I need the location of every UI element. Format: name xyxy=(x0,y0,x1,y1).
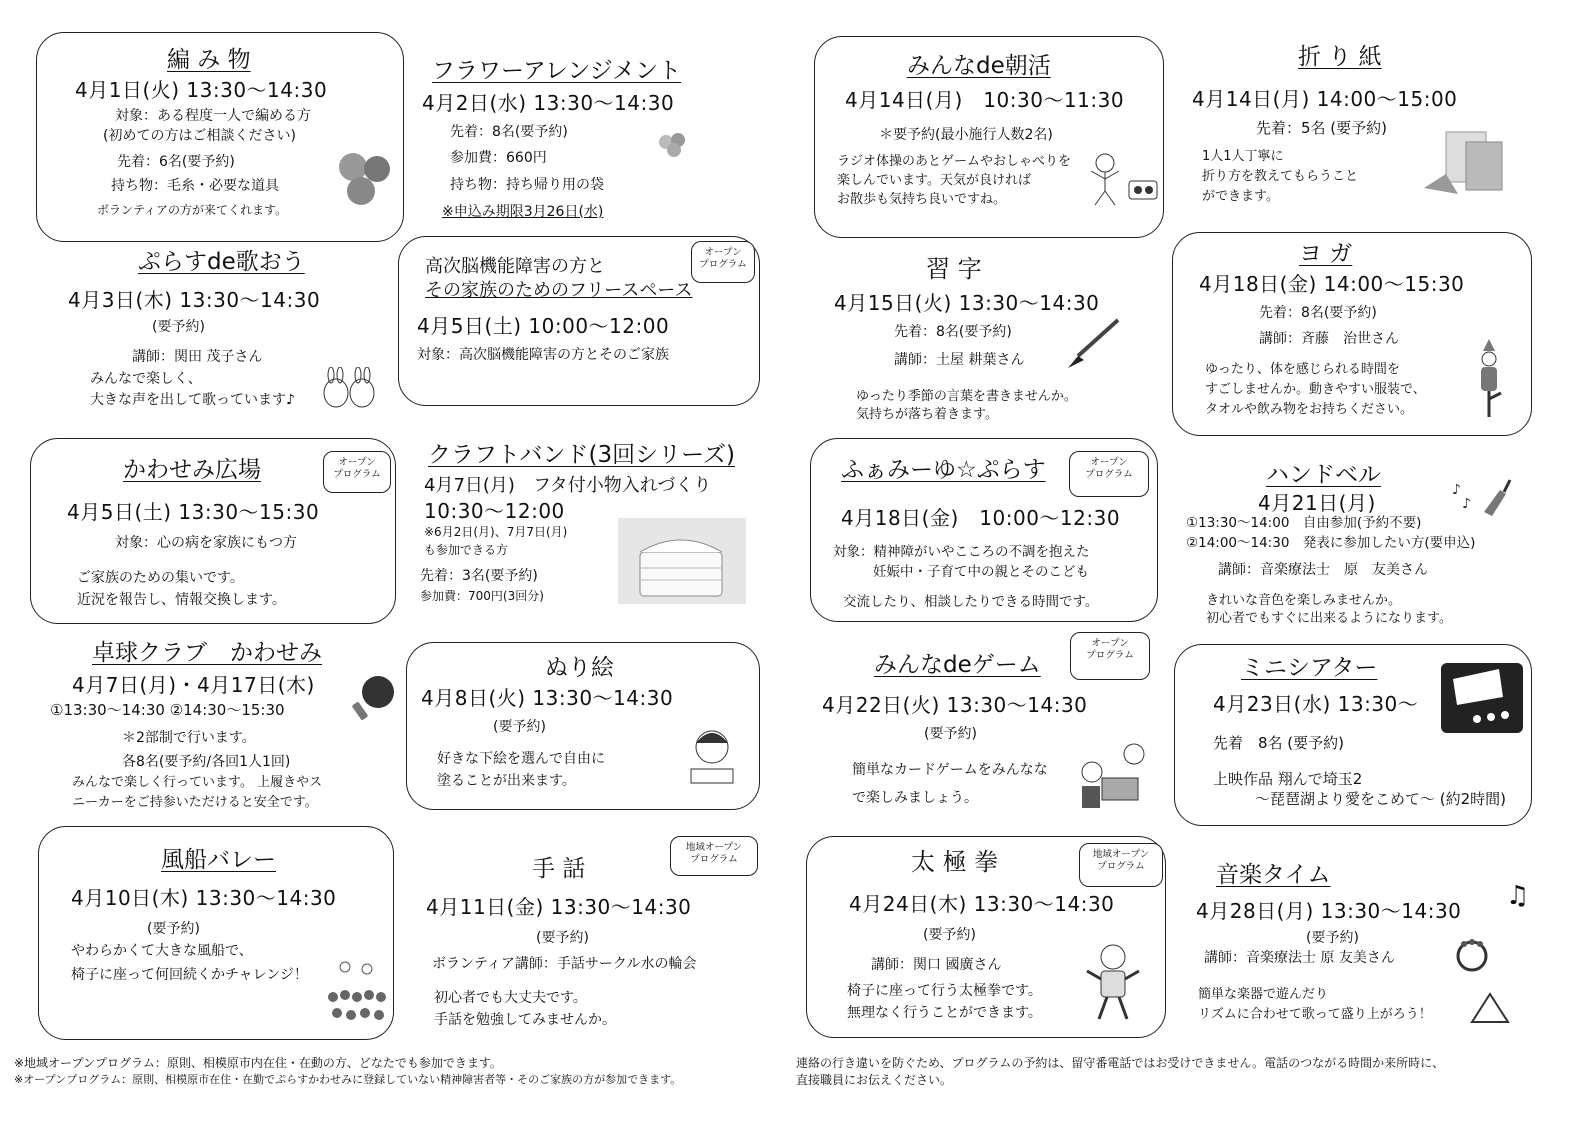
music-teacher: 講師：音楽療法士 原 友美さん xyxy=(1204,950,1395,966)
balloon-date: 4月10日(木) 13:30〜14:30 xyxy=(71,886,337,910)
taichi-figure-icon xyxy=(1085,941,1141,1021)
coloring-desc-1: 好きな下絵を選んで自由に xyxy=(437,751,605,767)
yoga-desc-1: ゆったり、体を感じられる時間を xyxy=(1205,362,1400,377)
knitting-target-note: (初めての方はご相談ください) xyxy=(103,128,296,144)
brush-icon xyxy=(1064,316,1124,370)
brain-title-1: 高次脳機能障害の方と xyxy=(425,256,605,277)
theater-card xyxy=(1174,644,1532,826)
yoga-date: 4月18日(金) 14:00〜15:30 xyxy=(1199,272,1465,296)
origami-title: 折 り 紙 xyxy=(1298,44,1382,70)
yarn-ball-icon xyxy=(333,147,395,209)
morning-title: みんなde朝活 xyxy=(907,53,1051,79)
taichi-desc-1: 椅子に座って行う太極拳です。 xyxy=(847,983,1042,999)
child-drawing-icon xyxy=(679,723,745,793)
sing-desc-2: 大きな声を出して歌っています♪ xyxy=(90,392,295,408)
fami-target-2: 妊娠中・子育て中の親とそのこども xyxy=(873,564,1089,580)
kawasemi-open-badge: オープン プログラム xyxy=(323,451,391,493)
balloon-reserve: (要予約) xyxy=(147,921,200,937)
coloring-title: ぬり絵 xyxy=(545,655,614,681)
knitting-card xyxy=(36,32,404,242)
fami-card xyxy=(810,438,1158,622)
pingpong-capacity: 各8名(要予約/各回1人1回) xyxy=(122,754,291,770)
knitting-title: 編 み 物 xyxy=(167,47,251,73)
flower-icon xyxy=(654,128,694,164)
fami-open-badge: オープン プログラム xyxy=(1069,451,1149,497)
calligraphy-desc-1: ゆったり季節の言葉を書きませんか。 xyxy=(856,389,1077,404)
coloring-date: 4月8日(火) 13:30〜14:30 xyxy=(421,686,674,710)
flower-fee: 参加費：660円 xyxy=(450,150,547,166)
svg-text:♪: ♪ xyxy=(1452,482,1461,498)
kawasemi-card xyxy=(30,438,396,624)
singing-rabbits-icon xyxy=(318,367,380,411)
brain-date: 4月5日(土) 10:00〜12:00 xyxy=(417,314,670,338)
craft-note-2: も参加できる方 xyxy=(424,543,509,557)
calligraphy-teacher: 講師：土屋 耕葉さん xyxy=(894,352,1025,368)
craft-basket-photo xyxy=(618,518,746,604)
theater-work-2: 〜琵琶湖より愛をこめて〜 (約2時間) xyxy=(1255,790,1507,808)
taichi-date: 4月24日(木) 13:30〜14:30 xyxy=(849,892,1115,916)
knitting-capacity: 先着：6名(要予約) xyxy=(117,154,235,170)
handbell-desc-2: 初心者でもすぐに出来るようになります。 xyxy=(1206,611,1452,626)
kawasemi-desc-2: 近況を報告し、情報交換します。 xyxy=(77,592,286,608)
balloon-desc-1: やわらかくて大きな風船で、 xyxy=(71,943,253,959)
game-card xyxy=(814,630,1158,820)
game-title: みんなdeゲーム xyxy=(874,652,1041,678)
coloring-card xyxy=(406,642,760,810)
fami-title: ふぁみーゆ☆ぷらす xyxy=(841,457,1046,483)
flower-capacity: 先着：8名(要予約) xyxy=(450,124,568,140)
music-card xyxy=(1180,852,1540,1042)
sing-reserve: (要予約) xyxy=(152,319,205,335)
origami-desc-2: 折り方を教えてもらうこと xyxy=(1202,169,1359,184)
sing-card xyxy=(36,245,396,425)
balloon-card xyxy=(38,826,394,1040)
handbell-slot-1: ①13:30〜14:00 自由参加(予約不要) xyxy=(1186,515,1422,531)
exercise-radio-icon xyxy=(1083,151,1161,207)
taichi-title: 太 極 拳 xyxy=(911,848,999,876)
taichi-teacher: 講師：関口 國廣さん xyxy=(871,957,1002,973)
calligraphy-title: 習 字 xyxy=(926,255,982,283)
flower-deadline: ※申込み期限3月26日(水) xyxy=(442,204,604,220)
yoga-title: ヨ ガ xyxy=(1299,241,1353,267)
yoga-card xyxy=(1172,232,1532,436)
footer-note-contact-1: 連絡の行き違いを防ぐため、プログラムの予約は、留守番電話ではお受けできません。電話のつながる時間か来所時に、 xyxy=(796,1056,1445,1070)
kawasemi-title: かわせみ広場 xyxy=(123,457,261,483)
coloring-reserve: (要予約) xyxy=(493,719,546,735)
music-reserve: (要予約) xyxy=(1306,930,1359,946)
game-desc-2: で楽しみましょう。 xyxy=(852,790,978,806)
origami-card xyxy=(1178,36,1528,226)
handbell-icon xyxy=(1452,472,1512,522)
sign-card xyxy=(408,830,760,1040)
theater-date: 4月23日(水) 13:30〜 xyxy=(1213,692,1419,716)
theater-title: ミニシアター xyxy=(1241,655,1378,681)
pingpong-desc-2: ニーカーをご持参いただけると安全です。 xyxy=(72,795,318,810)
calligraphy-capacity: 先着：8名(要予約) xyxy=(894,324,1012,340)
sing-title: ぷらすde歌おう xyxy=(138,249,305,275)
handbell-teacher: 講師：音楽療法士 原 友美さん xyxy=(1218,562,1428,578)
theater-capacity: 先着 8名 (要予約) xyxy=(1213,734,1345,752)
taichi-reserve: (要予約) xyxy=(923,927,976,943)
handbell-date: 4月21日(月) xyxy=(1258,491,1376,515)
game-desc-1: 簡単なカードゲームをみんなな xyxy=(852,762,1048,778)
sign-date: 4月11日(金) 13:30〜14:30 xyxy=(426,895,692,919)
craft-note-1: ※6月2日(月)、7月7日(月) xyxy=(424,525,568,539)
music-date: 4月28日(月) 13:30〜14:30 xyxy=(1196,899,1462,923)
music-instruments-icon xyxy=(1450,876,1534,1026)
game-date: 4月22日(火) 13:30〜14:30 xyxy=(822,693,1088,717)
origami-desc-1: 1人1人丁寧に xyxy=(1202,149,1284,164)
calligraphy-date: 4月15日(火) 13:30〜14:30 xyxy=(834,291,1100,315)
flower-items: 持ち物：持ち帰り用の袋 xyxy=(450,177,604,193)
game-open-badge: オープン プログラム xyxy=(1070,632,1150,680)
footer-note-open: ※オープンプログラム：原則、相模原市在住・在勤でぷらすかわせみに登録していない精神障害者等・そのご家族の方が参加できます。 xyxy=(14,1073,682,1086)
music-title: 音楽タイム xyxy=(1216,862,1331,888)
footer-note-contact-2: 直接職員にお伝えください。 xyxy=(796,1073,953,1087)
svg-text:♫: ♫ xyxy=(1506,881,1530,911)
pingpong-desc-1: みんなで楽しく行っています。 上履きやス xyxy=(72,775,323,790)
flower-title: フラワーアレンジメント xyxy=(432,58,682,84)
craft-card xyxy=(412,438,752,618)
morning-desc-1: ラジオ体操のあとゲームやおしゃべりを xyxy=(837,154,1072,169)
brain-target: 対象：高次脳機能障害の方とそのご家族 xyxy=(417,347,669,363)
flower-card xyxy=(410,48,710,228)
handbell-card xyxy=(1180,454,1540,630)
morning-card xyxy=(814,36,1164,238)
craft-date: 4月7日(月) フタ付小物入れづくり xyxy=(424,475,712,496)
balloon-title: 風船バレー xyxy=(161,847,276,873)
sign-title: 手 話 xyxy=(532,856,586,882)
origami-capacity: 先着：5名 (要予約) xyxy=(1256,119,1388,137)
sign-reserve: (要予約) xyxy=(536,930,589,946)
yoga-capacity: 先着：8名(要予約) xyxy=(1259,305,1377,321)
flower-date: 4月2日(水) 13:30〜14:30 xyxy=(422,91,675,115)
yoga-teacher: 講師：斉藤 治世さん xyxy=(1259,331,1399,347)
calligraphy-desc-2: 気持ちが落ち着きます。 xyxy=(856,407,998,422)
kawasemi-date: 4月5日(土) 13:30〜15:30 xyxy=(67,500,320,524)
pingpong-slots: ①13:30〜14:30 ②14:30〜15:30 xyxy=(50,701,285,719)
sing-teacher: 講師：関田 茂子さん xyxy=(132,349,263,365)
sign-teacher: ボランティア講師：手話サークル水の輪会 xyxy=(432,956,697,972)
morning-reserve: ＊要予約(最小施行人数2名) xyxy=(879,127,1053,143)
pingpong-title: 卓球クラブ かわせみ xyxy=(92,640,322,666)
yoga-desc-2: すごしませんか。動きやすい服装で、 xyxy=(1205,382,1426,397)
sing-desc-1: みんなで楽しく、 xyxy=(90,371,202,387)
knitting-items: 持ち物：毛糸・必要な道具 xyxy=(111,178,279,194)
knitting-target: 対象：ある程度一人で編める方 xyxy=(115,108,311,124)
handbell-title: ハンドベル xyxy=(1266,462,1381,488)
brain-title-2: その家族のためのフリースペース xyxy=(425,280,693,301)
craft-fee: 参加費：700円(3回分) xyxy=(420,589,544,603)
game-reserve: (要予約) xyxy=(924,726,977,742)
morning-desc-3: お散歩も気持ち良いですね。 xyxy=(837,192,1007,207)
handbell-slot-2: ②14:00〜14:30 発表に参加したい方(要申込) xyxy=(1186,535,1476,551)
yoga-pose-icon xyxy=(1469,337,1509,421)
origami-desc-3: ができます。 xyxy=(1202,189,1279,204)
brain-card xyxy=(398,236,760,406)
kawasemi-desc-1: ご家族のための集いです。 xyxy=(77,570,244,586)
movie-screen-icon xyxy=(1441,663,1523,733)
calligraphy-card xyxy=(822,246,1160,430)
balloon-volleyball-icon xyxy=(323,959,389,1027)
origami-crane-icon xyxy=(1418,128,1508,206)
pingpong-date: 4月7日(月)・4月17日(木) xyxy=(72,673,315,697)
sign-desc-2: 手話を勉強してみませんか。 xyxy=(434,1012,616,1028)
sing-date: 4月3日(木) 13:30〜14:30 xyxy=(68,288,321,312)
kawasemi-target: 対象：心の病を家族にもつ方 xyxy=(115,535,297,551)
origami-date: 4月14日(月) 14:00〜15:00 xyxy=(1192,87,1458,111)
handbell-desc-1: きれいな音色を楽しみませんか。 xyxy=(1206,593,1402,608)
yoga-desc-3: タオルや飲み物をお持ちください。 xyxy=(1205,402,1414,417)
balloon-desc-2: 椅子に座って何回続くかチャレンジ！ xyxy=(71,967,308,983)
taichi-desc-2: 無理なく行うことができます。 xyxy=(847,1005,1042,1021)
card-game-icon xyxy=(1076,738,1152,810)
taichi-card xyxy=(806,836,1166,1038)
music-desc-2: リズムに合わせて歌って盛り上がろう！ xyxy=(1198,1007,1432,1022)
footer-note-community: ※地域オープンプログラム：原則、相模原市内在住・在動の方、どなたでも参加できます。 xyxy=(14,1056,502,1070)
morning-desc-2: 楽しんでいます。天気が良ければ xyxy=(837,173,1031,188)
sign-community-badge: 地域オープン プログラム xyxy=(670,836,758,876)
pingpong-note: ＊2部制で行います。 xyxy=(122,730,256,746)
ping-pong-paddle-icon xyxy=(348,672,398,722)
fami-desc: 交流したり、相談したりできる時間です。 xyxy=(843,594,1099,610)
craft-time: 10:30〜12:00 xyxy=(424,499,565,523)
knitting-note: ボランティアの方が来てくれます。 xyxy=(97,203,288,217)
theater-work-1: 上映作品 翔んで埼玉2 xyxy=(1213,770,1363,788)
knitting-date: 4月1日(火) 13:30〜14:30 xyxy=(75,78,328,102)
svg-text:♪: ♪ xyxy=(1462,496,1471,512)
sign-desc-1: 初心者でも大丈夫です。 xyxy=(434,990,587,1006)
fami-target-1: 対象：精神障がいやこころの不調を抱えた xyxy=(833,544,1090,560)
coloring-desc-2: 塗ることが出来ます。 xyxy=(437,773,576,789)
brain-open-badge: オープン プログラム xyxy=(691,241,755,283)
fami-date: 4月18日(金) 10:00〜12:30 xyxy=(841,506,1121,530)
taichi-community-badge: 地域オープン プログラム xyxy=(1079,843,1163,887)
craft-capacity: 先着：3名(要予約) xyxy=(420,568,538,584)
music-desc-1: 簡単な楽器で遊んだり xyxy=(1198,987,1329,1002)
craft-title: クラフトバンド(3回シリーズ) xyxy=(428,442,735,468)
morning-date: 4月14日(月) 10:30〜11:30 xyxy=(845,88,1125,112)
pingpong-card xyxy=(36,636,406,816)
